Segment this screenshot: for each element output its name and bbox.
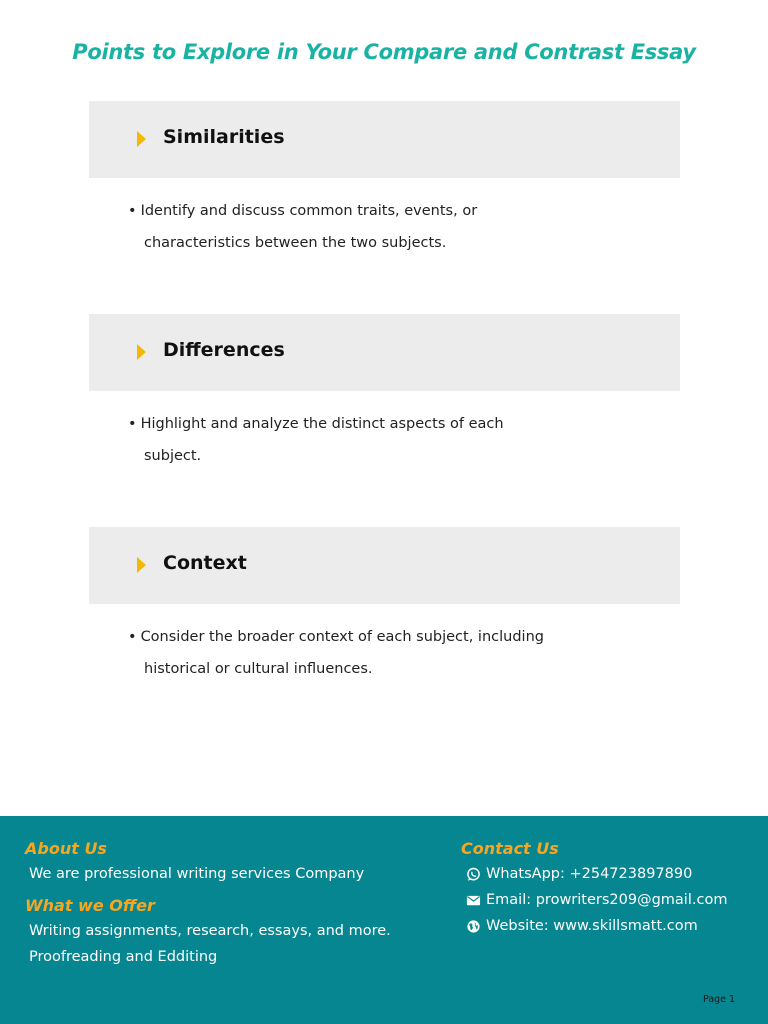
bullet: •	[128, 416, 137, 432]
page-title: Points to Explore in Your Compare and Contrast Essay	[72, 40, 696, 64]
list-item-line: Highlight and analyze the distinct aspects of each	[140, 416, 504, 432]
section-body-context	[128, 621, 548, 685]
about-text: We are professional writing services Company	[29, 866, 365, 882]
bullet: •	[128, 629, 137, 645]
list-item	[128, 629, 544, 645]
website-link[interactable]: Website: www.skillsmatt.com	[486, 918, 698, 934]
globe-icon	[466, 919, 481, 934]
offer-heading: What we Offer	[25, 896, 155, 915]
section-heading: Context	[163, 552, 247, 574]
contact-website[interactable]	[466, 918, 698, 934]
section-header-differences	[89, 314, 680, 391]
envelope-icon	[466, 893, 481, 908]
email-link[interactable]: Email: prowriters209@gmail.com	[486, 892, 728, 908]
caret-right-icon	[137, 344, 146, 360]
page-number: Page 1	[702, 994, 735, 1005]
caret-right-icon	[137, 131, 146, 147]
section-body-similarities	[128, 195, 548, 259]
list-item-line: historical or cultural influences.	[144, 661, 373, 677]
list-item	[128, 416, 504, 432]
offer-line: Proofreading and Edditing	[29, 949, 218, 965]
contact-heading: Contact Us	[461, 839, 559, 858]
contact-email[interactable]	[466, 892, 727, 908]
list-item	[128, 203, 477, 219]
list-item-line: characteristics between the two subjects.	[144, 235, 447, 251]
section-heading: Similarities	[163, 126, 285, 148]
offer-line: Writing assignments, research, essays, and more.	[29, 923, 391, 939]
footer	[0, 816, 768, 1024]
list-item-line: Identify and discuss common traits, events, or	[140, 203, 478, 219]
section-heading: Differences	[163, 339, 285, 361]
section-header-context	[89, 527, 680, 604]
whatsapp-link[interactable]: WhatsApp: +254723897890	[486, 866, 693, 882]
whatsapp-icon	[466, 867, 481, 882]
list-item-line: Consider the broader context of each subject, including	[140, 629, 544, 645]
about-heading: About Us	[25, 839, 107, 858]
contact-whatsapp[interactable]	[466, 866, 692, 882]
section-header-similarities	[89, 101, 680, 178]
caret-right-icon	[137, 557, 146, 573]
list-item-line: subject.	[144, 448, 202, 464]
section-body-differences	[128, 408, 548, 472]
bullet: •	[128, 203, 137, 219]
